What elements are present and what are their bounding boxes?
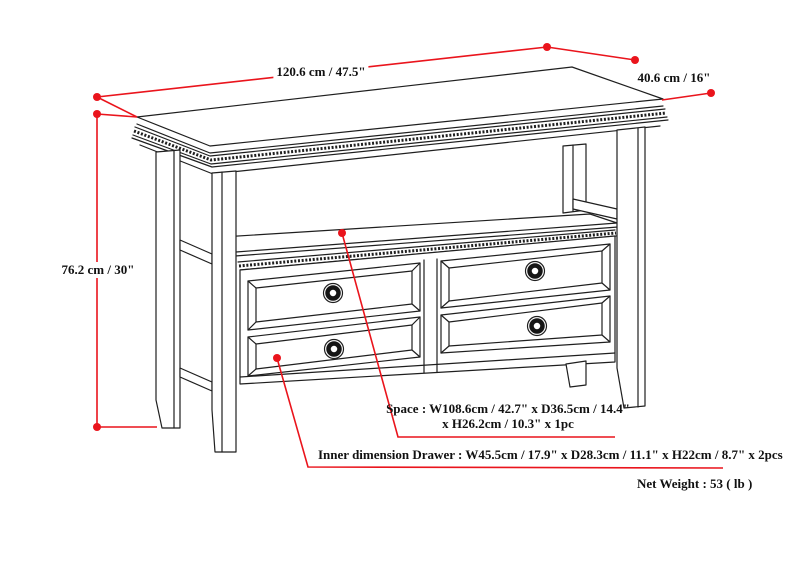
space-annotation-line1: Space : W108.6cm / 42.7" x D36.5cm / 14.4" bbox=[386, 401, 630, 416]
space-annotation-line2: x H26.2cm / 10.3" x 1pc bbox=[442, 416, 574, 431]
back-left-leg bbox=[156, 150, 180, 428]
back-right-foot bbox=[566, 361, 586, 387]
front-right-leg bbox=[617, 127, 645, 408]
inner-drawer-annotation: Inner dimension Drawer : W45.5cm / 17.9" x D28.3cm / 11.1" x H22cm / 8.7" x 2pcs bbox=[318, 447, 783, 462]
space-annotation bbox=[386, 401, 630, 431]
tabletop bbox=[132, 67, 668, 174]
width-dimension-label: 120.6 cm / 47.5" bbox=[273, 64, 368, 80]
drawer-cabinet bbox=[240, 236, 615, 384]
net-weight-label: Net Weight : 53 ( lb ) bbox=[637, 476, 753, 491]
height-dimension-label: 76.2 cm / 30" bbox=[59, 262, 138, 278]
front-left-leg bbox=[212, 171, 236, 452]
depth-dimension-line bbox=[547, 47, 635, 60]
depth-dimension-label: 40.6 cm / 16" bbox=[635, 70, 714, 86]
